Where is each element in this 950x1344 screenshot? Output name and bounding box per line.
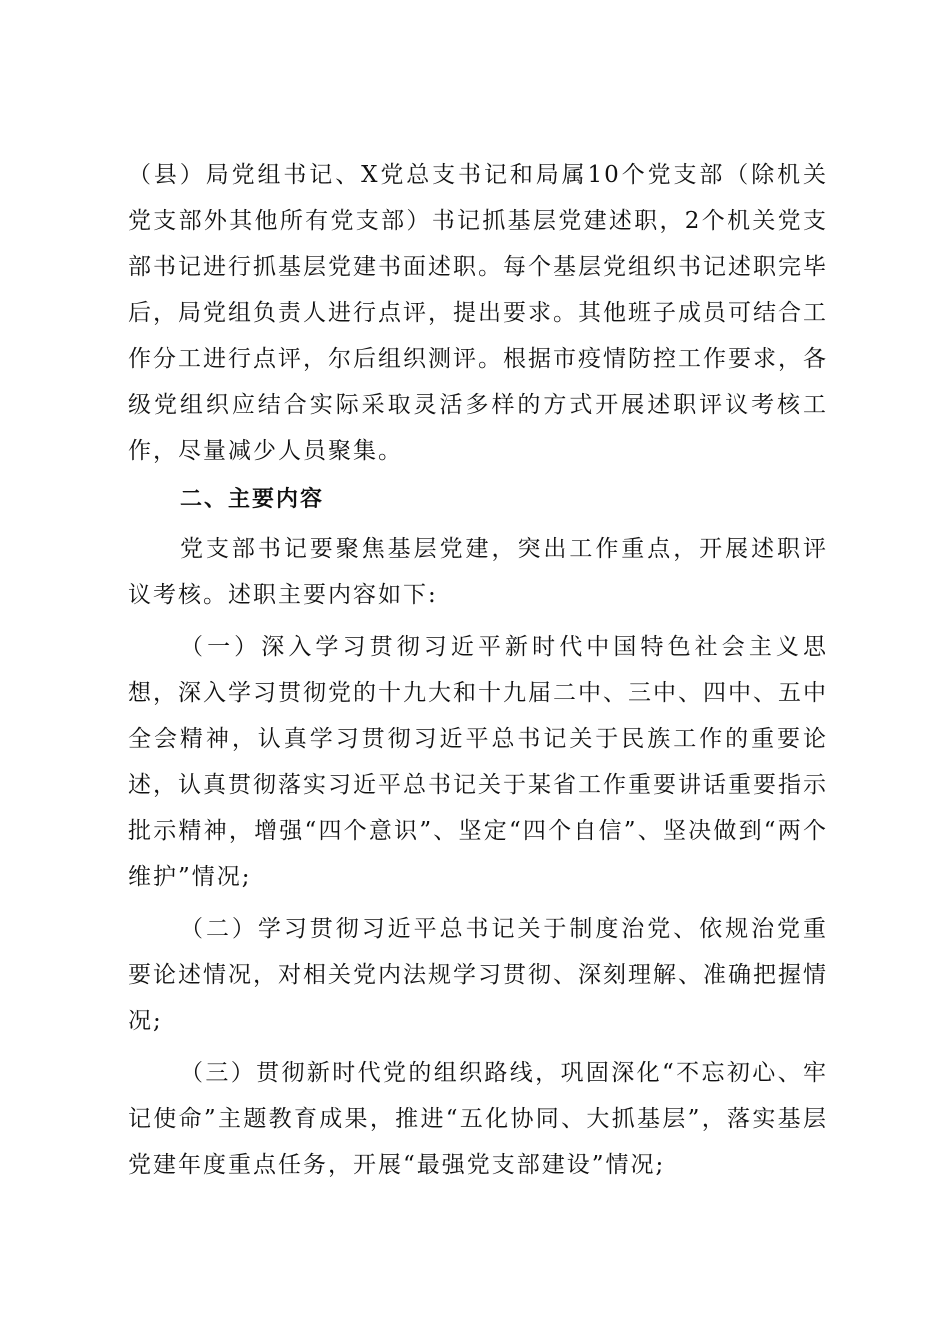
document-body bbox=[128, 152, 828, 1188]
list-item-2: （二）学习贯彻习近平总书记关于制度治党、依规治党重要论述情况，对相关党内法规学习贯彻、深刻理解、准确把握情况; bbox=[128, 916, 828, 1034]
section-intro-paragraph: 党支部书记要聚焦基层党建，突出工作重点，开展述职评议考核。述职主要内容如下: bbox=[128, 536, 828, 608]
intro-paragraph: （县）局党组书记、X党总支书记和局属10个党支部（除机关党支部外其他所有党支部）书记抓基层党建述职，2个机关党支部书记进行抓基层党建书面述职。每个基层党组织书记述职完毕后，局党组负责人进行点评，提出要求。其他班子成员可结合工作分工进行点评，尔后组织测评。根据市疫情防控工作要求，各级党组织应结合实际采取灵活多样的方式开展述职评议考核工作，尽量减少人员聚集。 bbox=[128, 162, 828, 464]
section-heading: 二、主要内容 bbox=[180, 487, 325, 512]
list-item-1: （一）深入学习贯彻习近平新时代中国特色社会主义思想，深入学习贯彻党的十九大和十九届二中、三中、四中、五中全会精神，认真学习贯彻习近平总书记关于民族工作的重要论述，认真贯彻落实习近平总书记关于某省工作重要讲话重要指示批示精神，增强“四个意识”、坚定“四个自信”、坚决做到“两个维护”情况; bbox=[128, 634, 828, 890]
list-item-3: （三）贯彻新时代党的组织路线，巩固深化“不忘初心、牢记使命”主题教育成果，推进“五化协同、大抓基层”，落实基层党建年度重点任务，开展“最强党支部建设”情况; bbox=[128, 1060, 828, 1178]
